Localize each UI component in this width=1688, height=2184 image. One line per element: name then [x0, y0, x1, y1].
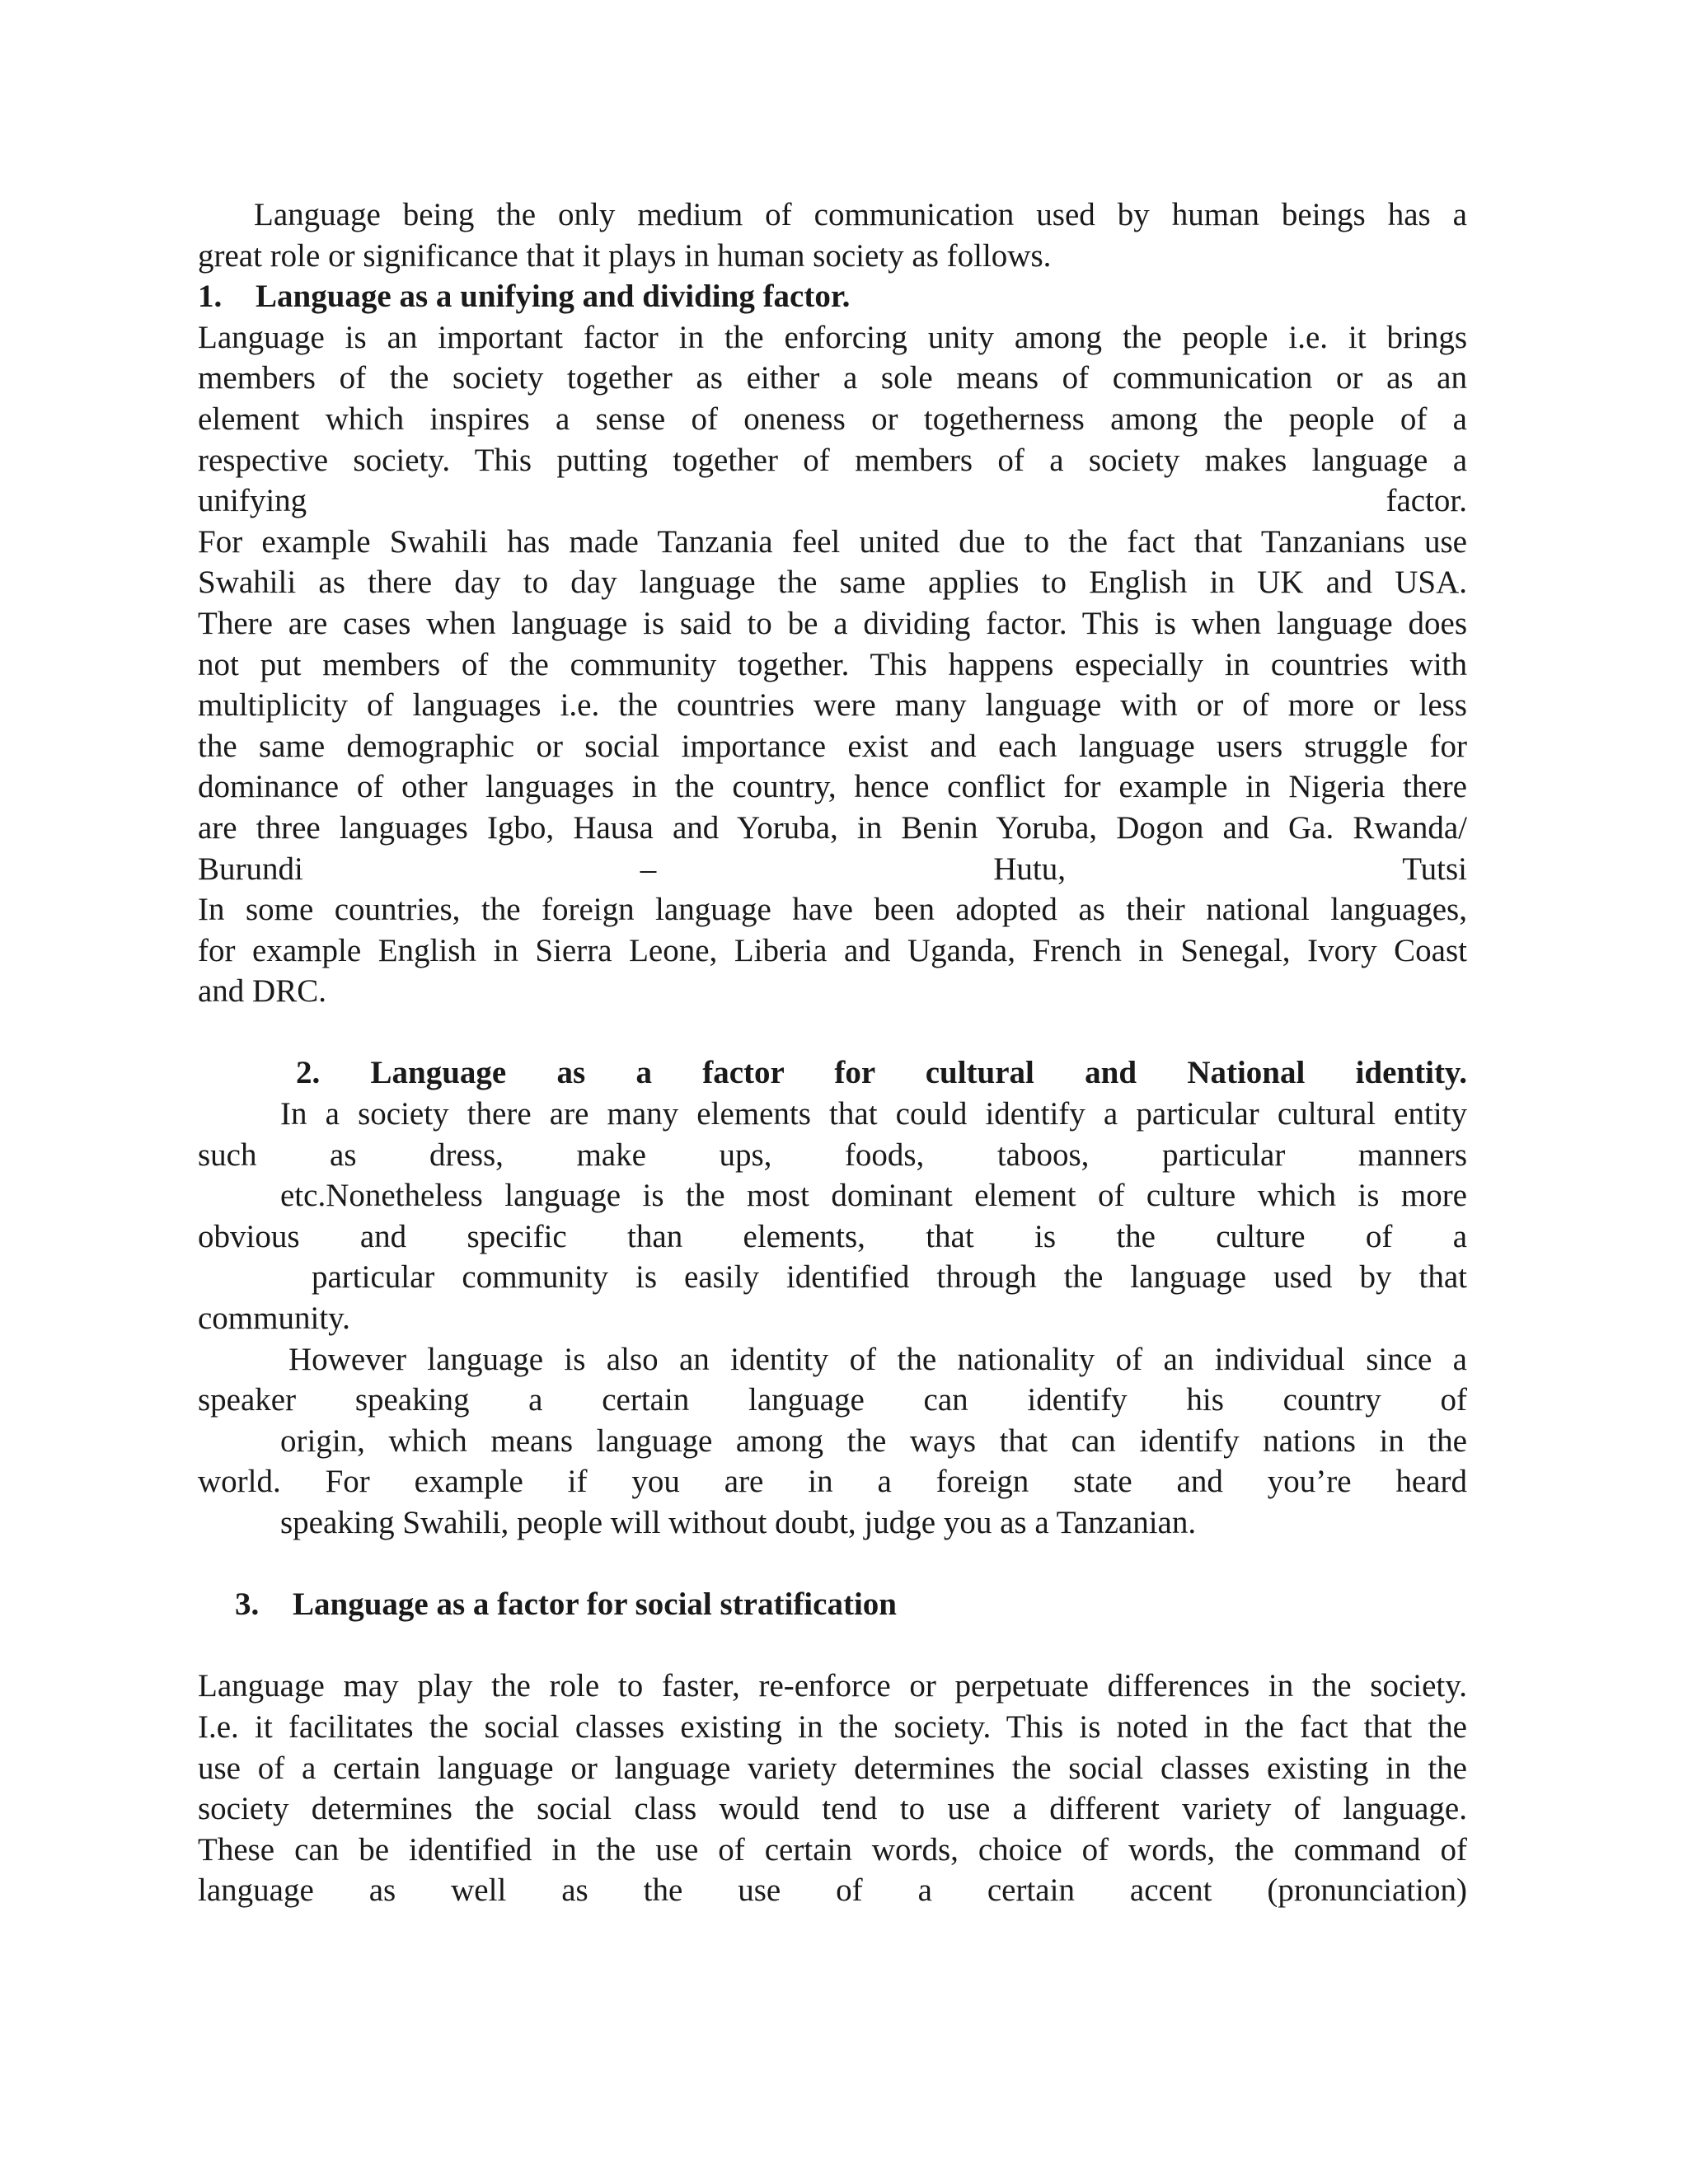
section-3-line-4: society determines the social class would tend to use a different variety of language. [198, 1791, 1467, 1827]
split-word-unifying: unifying [198, 483, 307, 519]
section-2-line-10: world. For example if you are in a foreign state and you’re heard [198, 1464, 1467, 1500]
section-3-line-6: language as well as the use of a certain accent (pronunciation) [198, 1872, 1467, 1909]
section-2-word: and [1085, 1055, 1137, 1091]
section-1-line-12: are three languages Igbo, Hausa and Yoruba, in Benin Yoruba, Dogon and Ga. Rwanda/ [198, 809, 1467, 846]
section-3-title: Language as a factor for social stratification [293, 1586, 897, 1623]
split-word-burundi: Burundi [198, 851, 303, 887]
section-2-line-5: particular community is easily identified through the language used by that [312, 1259, 1467, 1296]
section-2-line-11: speaking Swahili, people will without doubt, judge you as a Tanzanian. [280, 1505, 1197, 1540]
spacer [198, 1012, 1467, 1053]
section-2-line-6: community. [198, 1301, 350, 1337]
section-2-word: Language [370, 1055, 507, 1091]
section-1-heading [198, 276, 1467, 317]
section-1-number: 1. [198, 279, 223, 315]
section-2-line-7: However language is also an identity of the nationality of an individual since a [288, 1341, 1467, 1377]
section-2-heading [198, 1052, 1467, 1094]
section-1-line-15: and DRC. [198, 973, 326, 1010]
section-2-line-3: etc.Nonetheless language is the most dominant element of culture which is more [280, 1178, 1467, 1214]
section-1-line-2: members of the society together as either a sole means of communication or as an [198, 360, 1467, 396]
section-1-line-7: There are cases when language is said to be a dividing factor. This is when language does [198, 605, 1467, 641]
split-word-tutsi: Tutsi [1402, 851, 1467, 887]
section-3-line-3: use of a certain language or language variety determines the social classes existing in the [198, 1750, 1467, 1786]
section-2-line-4: obvious and specific than elements, that is the culture of a [198, 1218, 1467, 1254]
section-3-line-2: I.e. it facilitates the social classes existing in the society. This is noted in the fact that the [198, 1708, 1467, 1745]
spacer [198, 1625, 1467, 1666]
section-1-line-10: the same demographic or social importance exist and each language users struggle for [198, 728, 1467, 764]
section-2-word: factor [702, 1055, 785, 1091]
section-3-line-5: These can be identified in the use of certain words, choice of words, the command of [198, 1831, 1467, 1868]
section-3-number: 3. [235, 1586, 260, 1623]
spacer [198, 1544, 1467, 1585]
section-1-line-3: element which inspires a sense of oneness or togetherness among the people of a [198, 401, 1467, 437]
section-2-line-2: such as dress, make ups, foods, taboos, particular manners [198, 1137, 1467, 1173]
section-1-line-14: for example English in Sierra Leone, Liberia and Uganda, French in Senegal, Ivory Coast [198, 932, 1467, 968]
section-2-line-9: origin, which means language among the ways that can identify nations in the [280, 1422, 1467, 1459]
section-1-line-1: Language is an important factor in the enforcing unity among the people i.e. it brings [198, 319, 1467, 355]
section-1-line-6: Swahili as there day to day language the same applies to English in UK and USA. [198, 565, 1467, 601]
section-1-line-5: For example Swahili has made Tanzania feel united due to the fact that Tanzanians use [198, 523, 1467, 560]
section-2-number: 2. [296, 1055, 321, 1091]
section-1-line-8: not put members of the community together. This happens especially in countries with [198, 646, 1467, 682]
section-2-word: identity. [1355, 1055, 1467, 1091]
section-1-line-9: multiplicity of languages i.e. the countries were many language with or of more or less [198, 687, 1467, 724]
section-1-line-4: respective society. This putting together of members of a society makes language a [198, 442, 1467, 478]
section-2-line-1: In a society there are many elements that could identify a particular cultural entity [280, 1096, 1467, 1132]
document-page [198, 194, 1467, 1911]
split-word-hutu: Hutu, [993, 851, 1066, 887]
section-2-word: as [556, 1055, 586, 1091]
section-3-line-1: Language may play the role to faster, re-enforce or perpetuate differences in the society. [198, 1668, 1467, 1704]
section-1-split-line-2 [198, 849, 1467, 890]
split-word-factor: factor. [1386, 483, 1467, 519]
intro-line-2: great role or significance that it plays in human society as follows. [198, 237, 1052, 274]
section-2-word: for [834, 1055, 875, 1091]
section-2-line-8: speaker speaking a certain language can identify his country of [198, 1382, 1467, 1418]
section-2-word: a [635, 1055, 652, 1091]
section-2-word: cultural [925, 1055, 1034, 1091]
section-2-word: National [1187, 1055, 1306, 1091]
section-1-split-line [198, 480, 1467, 522]
intro-line-1: Language being the only medium of communication used by human beings has a [254, 197, 1467, 232]
section-3-heading [198, 1584, 1467, 1625]
split-word-dash: – [640, 851, 657, 887]
section-1-line-13: In some countries, the foreign language have been adopted as their national languages, [198, 892, 1467, 928]
section-1-title: Language as a unifying and dividing factor. [256, 279, 851, 315]
section-1-line-11: dominance of other languages in the country, hence conflict for example in Nigeria there [198, 769, 1467, 805]
